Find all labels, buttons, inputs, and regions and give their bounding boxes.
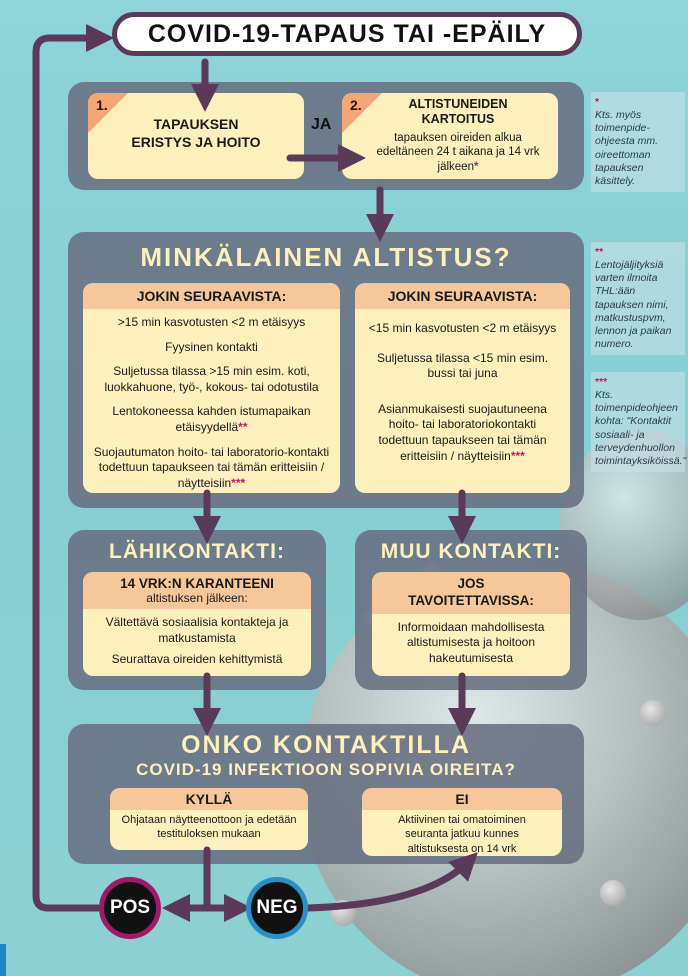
title-box: COVID-19-TAPAUS TAI -EPÄILY: [112, 12, 582, 56]
step2-text: tapauksen oireiden alkua edeltäneen 24 t aikana ja 14 vrk jälkeen: [376, 132, 540, 173]
step1-text: TAPAUKSEN ERISTYS JA HOITO: [131, 116, 261, 151]
other-contact-heading: MUU KONTAKTI:: [380, 540, 562, 563]
exposure-left-item: Suljetussa tilassa >15 min esim. koti, luokkahuone, työ-, kokous- tai odotustila: [104, 364, 319, 394]
step1-number: 1.: [96, 97, 108, 113]
exposure-right-item: <15 min kasvotusten <2 m etäisyys: [368, 321, 557, 335]
exposure-right-item: Suljetussa tilassa <15 min esim. bussi tai juna: [376, 350, 549, 381]
connector-ja: JA: [311, 116, 332, 133]
exposure-left-item: Lentokoneessa kahden istumapaikan etäisyydellä: [112, 404, 311, 434]
pos-circle: POS: [99, 877, 161, 939]
symptoms-no-heading: EI: [362, 788, 562, 810]
exposure-right-item3-mark: ***: [510, 448, 525, 463]
symptoms-heading-line1: ONKO KONTAKTILLA: [181, 731, 471, 759]
exposure-left-item: >15 min kasvotusten <2 m etäisyys: [117, 315, 306, 329]
note1-text: Kts. myös toimenpide-ohjeesta mm. oireettoman tapauksen käsittely.: [595, 109, 659, 187]
symptoms-no-text: Aktiivinen tai omatoiminen seuranta jatkuu kunnes altistuksesta on 14 vrk: [398, 814, 526, 855]
other-contact-card-heading: JOS TAVOITETTAVISSA:: [372, 572, 570, 614]
step2-mark: *: [473, 160, 479, 173]
note2-text: Lentojäljityksiä varten ilmoita THL:ään tapauksen nimi, matkustuspvm, lennon ja paikan numero.: [595, 259, 672, 350]
exposure-left-heading: JOKIN SEURAAVISTA:: [83, 283, 340, 309]
note2-mark: **: [595, 246, 604, 258]
symptoms-yes-text: Ohjataan näytteenottoon ja edetään testituloksen mukaan: [121, 814, 297, 841]
exposure-left-item4-mark: **: [238, 419, 248, 434]
exposure-right-heading: JOKIN SEURAAVISTA:: [355, 283, 570, 309]
other-contact-item: Informoidaan mahdollisesta altistumisesta ja hoitoon hakeutumisesta: [397, 619, 545, 665]
bottom-edge-stripe: [0, 944, 6, 976]
step2-number: 2.: [350, 97, 362, 113]
close-contact-card-sub: altistuksen jälkeen:: [146, 591, 248, 605]
note3-text: Kts. toimenpideohjeen kohta: "Kontaktit sosiaali- ja terveydenhuollon toimintayksiköissä.": [595, 389, 687, 467]
close-contact-heading: LÄHIKONTAKTI:: [109, 540, 285, 563]
close-contact-item: Seurattava oireiden kehittymistä: [111, 652, 283, 667]
close-contact-item: Vältettävä sosiaalisia kontakteja ja matkustamista: [105, 615, 289, 645]
note1-mark: *: [595, 96, 600, 108]
exposure-left-item: Suojautumaton hoito- tai laboratorio-kontakti todettuun tapaukseen tai tämän eritteisiin / näytteisiin: [93, 444, 330, 490]
exposure-left-item5-mark: ***: [231, 475, 246, 490]
neg-circle: NEG: [246, 877, 308, 939]
symptoms-yes-heading: KYLLÄ: [110, 788, 308, 810]
symptoms-heading-line2: COVID-19 INFEKTIOON SOPIVIA OIREITA?: [136, 760, 516, 779]
arrow-pos-loop: [36, 38, 100, 908]
exposure-heading: MINKÄLAINEN ALTISTUS?: [140, 242, 512, 272]
note3-mark: ***: [595, 376, 608, 388]
close-contact-card-heading: 14 VRK:N KARANTEENI: [120, 576, 274, 591]
step2-heading: ALTISTUNEIDEN KARTOITUS: [408, 97, 508, 126]
exposure-left-item: Fyysinen kontakti: [165, 339, 258, 354]
exposure-right-item: Asianmukaisesti suojautuneena hoito- tai laboratoriokontakti todettuun tapaukseen tai tämän eritteisiin / näytteisiin: [378, 401, 547, 463]
arrow-neg-to-no: [308, 862, 468, 908]
